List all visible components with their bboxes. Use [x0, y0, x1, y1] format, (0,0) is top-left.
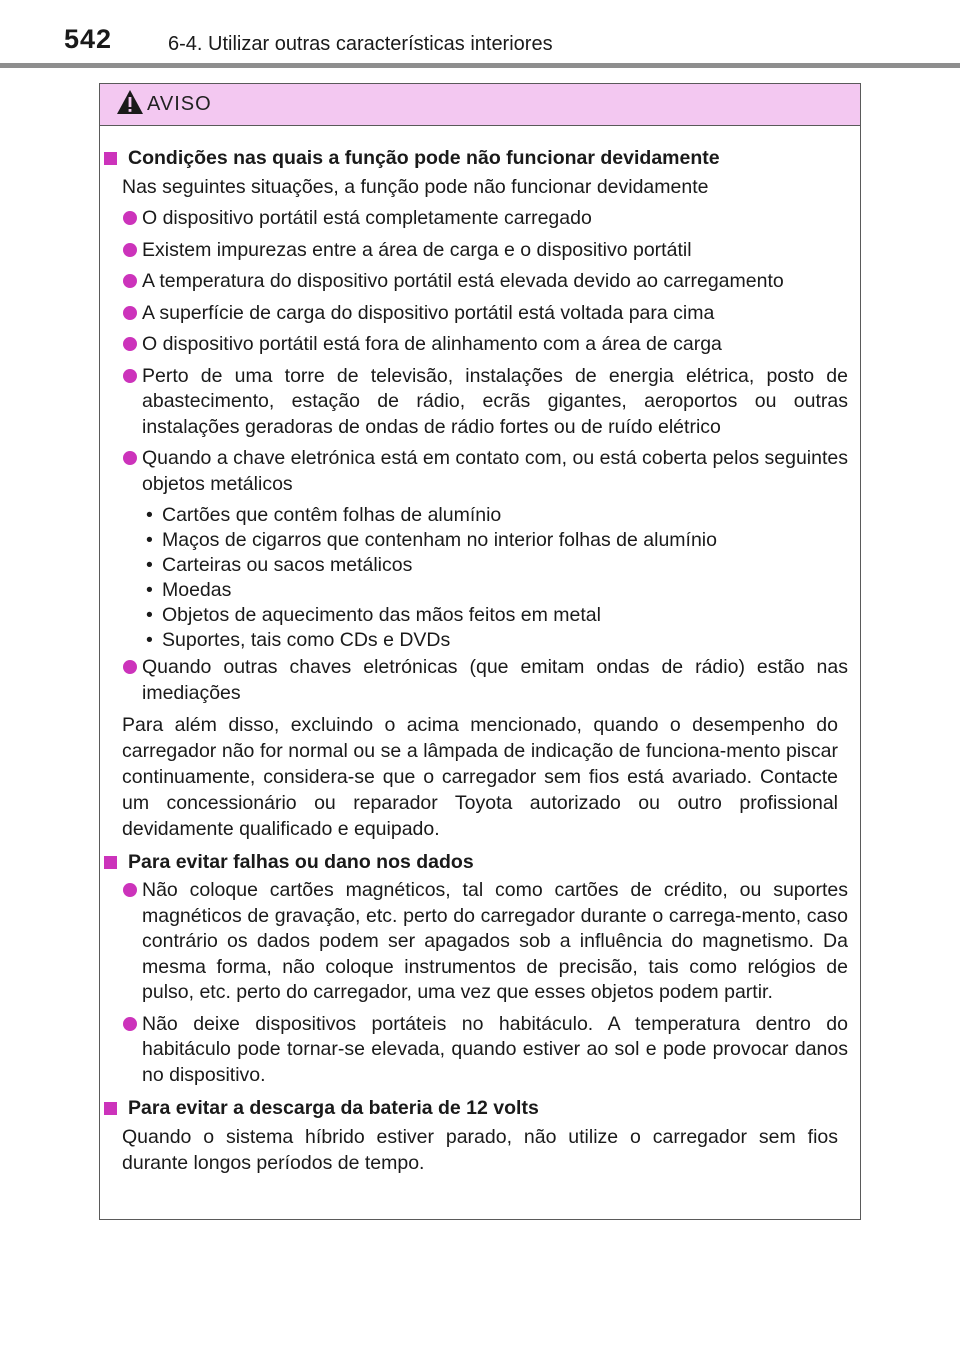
heading-text: Para evitar a descarga da bateria de 12 volts — [128, 1097, 539, 1119]
heading-text: Condições nas quais a função pode não funcionar devidamente — [128, 147, 720, 169]
round-bullet-icon — [123, 211, 137, 225]
warning-title: AVISO — [147, 93, 212, 115]
section-heading — [100, 1094, 856, 1122]
section-heading — [100, 144, 856, 172]
paragraph: Quando o sistema híbrido estiver parado, não utilize o carregador sem fios durante longos períodos de tempo. — [122, 1126, 838, 1174]
round-bullet-icon — [123, 660, 137, 674]
square-bullet-icon — [104, 856, 117, 869]
list-item: • Maços de cigarros que contenham no interior folhas de alumínio — [146, 528, 856, 553]
page-number: 542 — [64, 24, 113, 54]
bullet-item — [100, 238, 856, 264]
round-bullet-icon — [123, 1017, 137, 1031]
round-bullet-icon — [123, 337, 137, 351]
round-bullet-icon — [123, 451, 137, 465]
bullet-item — [100, 878, 856, 1006]
round-bullet-icon — [123, 243, 137, 257]
section-header-title: 6-4. Utilizar outras características interiores — [168, 33, 553, 55]
warning-header — [100, 84, 860, 126]
list-item: • Moedas — [146, 578, 856, 603]
heading-text: Para evitar falhas ou dano nos dados — [128, 851, 474, 873]
warning-content — [100, 144, 856, 1182]
warning-triangle-icon — [116, 89, 144, 115]
bullet-text: O dispositivo portátil está fora de alinhamento com a área de carga — [142, 333, 722, 355]
round-bullet-icon — [123, 369, 137, 383]
bullet-text: Não deixe dispositivos portáteis no habitáculo. A temperatura dentro do habitáculo pode tornar-se elevada, quando estiver ao sol e pode provocar danos no dispositivo. — [142, 1012, 848, 1086]
bullet-text: Quando a chave eletrónica está em contato com, ou está coberta pelos seguintes objetos metálicos — [142, 447, 848, 495]
bullet-item — [100, 206, 856, 232]
list-item: • Cartões que contêm folhas de alumínio — [146, 503, 856, 528]
square-bullet-icon — [104, 152, 117, 165]
square-bullet-icon — [104, 1102, 117, 1115]
warning-box — [99, 83, 861, 1220]
paragraph: Nas seguintes situações, a função pode não funcionar devidamente — [122, 176, 709, 198]
list-item: • Suportes, tais como CDs e DVDs — [146, 628, 856, 653]
bullet-item — [100, 269, 856, 295]
list-item: • Objetos de aquecimento das mãos feitos em metal — [146, 603, 856, 628]
metal-objects-list — [100, 503, 856, 653]
bullet-item — [100, 446, 856, 497]
bullet-text: A temperatura do dispositivo portátil está elevada devido ao carregamento — [142, 270, 784, 292]
bullet-text: Perto de uma torre de televisão, instalações de energia elétrica, posto de abastecimento, estação de rádio, ecrãs gigantes, aeroportos ou outras instalações geradoras de ondas de rádio fortes ou de ruído elétrico — [142, 364, 848, 438]
bullet-text: Quando outras chaves eletrónicas (que emitam ondas de rádio) estão nas imediações — [142, 656, 848, 704]
bullet-item — [100, 1012, 856, 1089]
bullet-item — [100, 301, 856, 327]
list-item: • Carteiras ou sacos metálicos — [146, 553, 856, 578]
bullet-text: Não coloque cartões magnéticos, tal como cartões de crédito, ou suportes magnéticos de gravação, etc. perto do carregador durante o carrega-mento, caso contrário os dados podem ser apagados sob a influência do magnetismo. Da mesma forma, não coloque instrumentos de precisão, tais como relógios de pulso, etc. perto do carregador, uma vez que esses objetos podem partir. — [142, 879, 848, 1003]
bullet-text: Existem impurezas entre a área de carga e o dispositivo portátil — [142, 238, 692, 261]
bullet-text: O dispositivo portátil está completamente carregado — [142, 207, 592, 229]
round-bullet-icon — [123, 306, 137, 320]
header-rule — [0, 63, 960, 68]
paragraph: Para além disso, excluindo o acima mencionado, quando o desempenho do carregador não for normal ou se a lâmpada de indicação de funciona-mento piscar continuamente, considera-se que o carregador sem fios está avariado. Contacte um concessionário ou reparador Toyota autorizado ou outro profissional devidamente qualificado e equipado. — [122, 714, 838, 840]
section-heading — [100, 848, 856, 876]
bullet-text: A superfície de carga do dispositivo portátil está voltada para cima — [142, 301, 715, 324]
bullet-item — [100, 655, 856, 706]
round-bullet-icon — [123, 883, 137, 897]
bullet-item — [100, 364, 856, 441]
round-bullet-icon — [123, 274, 137, 288]
bullet-item — [100, 332, 856, 358]
